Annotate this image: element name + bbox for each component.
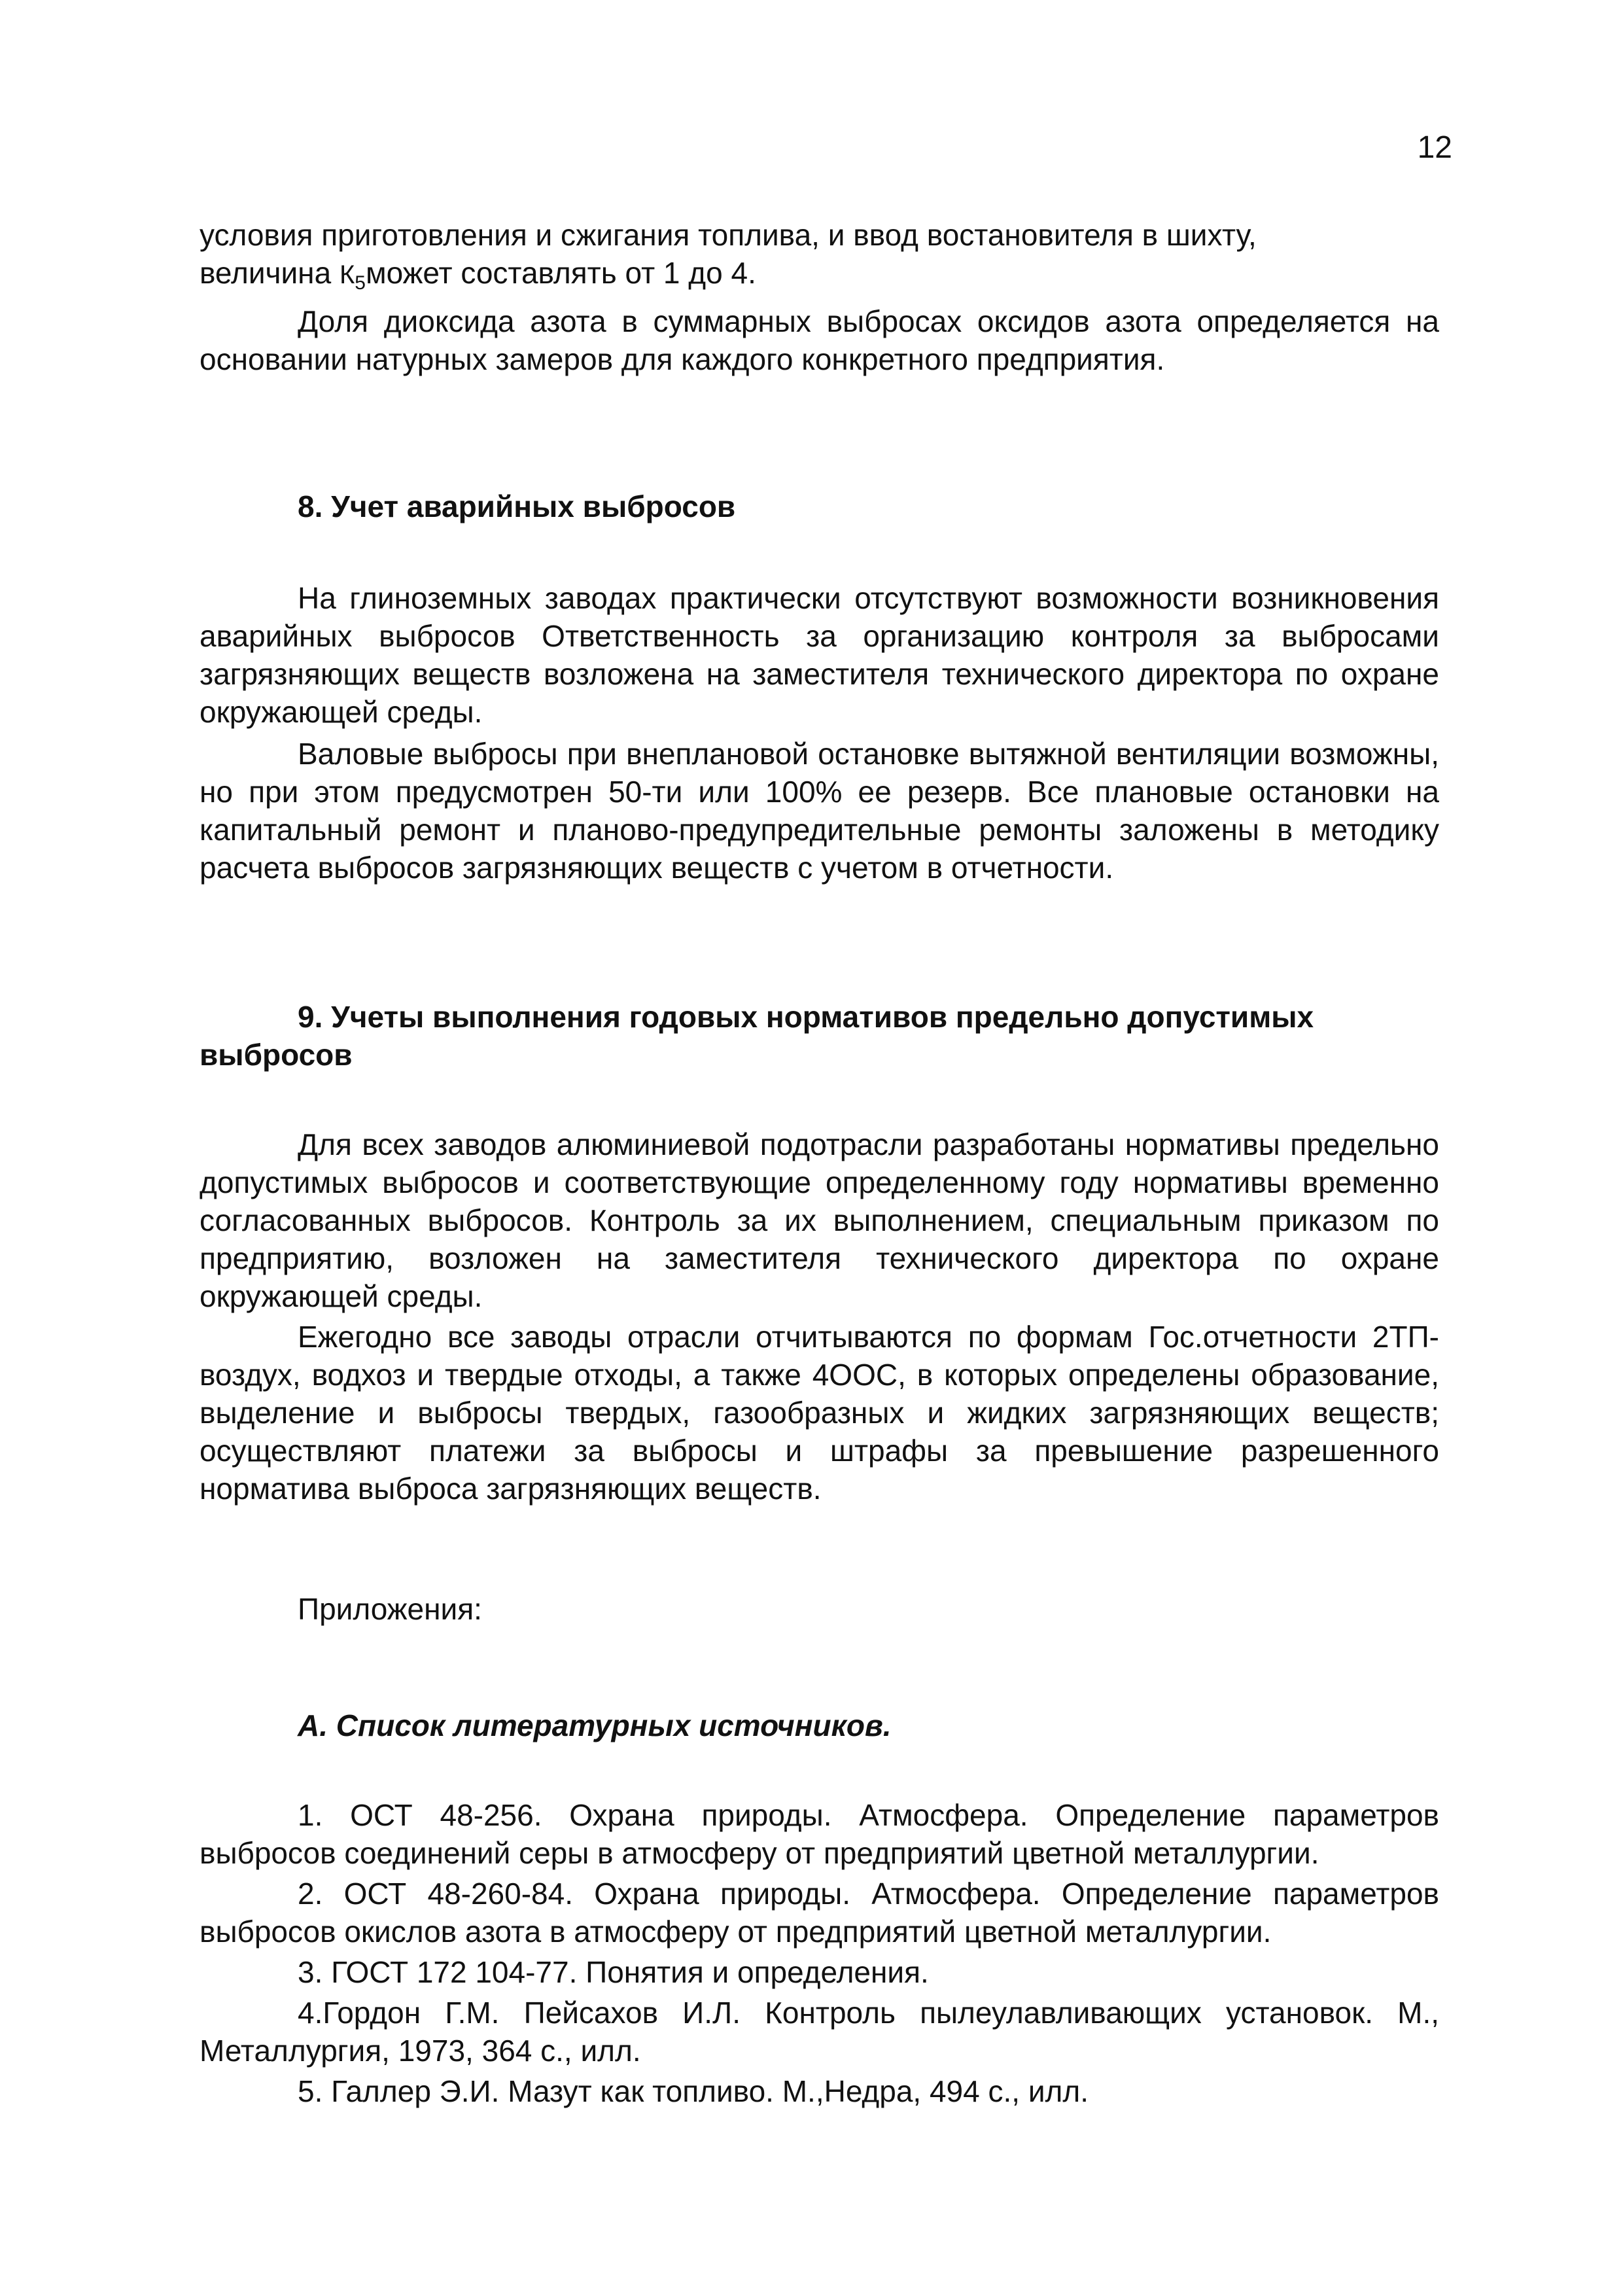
- appendix-subtitle-block: [200, 1706, 1439, 1744]
- section-9-paragraph-2: Ежегодно все заводы отрасли отчитываются по формам Гос.отчетности 2ТП-воздух, водхоз и твердые отходы, а также 4ООС, в которых определены образование, выделение и выбросы твердых, газообразных и жидких загрязняющих веществ; осуществляют платежи за выбросы и штрафы за превышение разрешенного норматива выброса загрязняющих веществ.: [200, 1320, 1439, 1506]
- section-8-body: [200, 579, 1439, 887]
- intro-line-2: [200, 254, 1439, 302]
- references-list: [200, 1796, 1439, 2110]
- section-9: [200, 998, 1439, 1074]
- section-8-paragraph-1: На глиноземных заводах практически отсутствуют возможности возникновения аварийных выбросов Ответственность за организацию контроля за выбросами загрязняющих веществ возложена на заместителя технического директора по охране окружающей среды.: [200, 581, 1439, 729]
- reference-item: 2. ОСТ 48-260-84. Охрана природы. Атмосфера. Определение параметров выбросов окислов азота в атмосферу от предприятий цветной металлургии.: [200, 1877, 1439, 1949]
- k-coefficient: [339, 260, 366, 294]
- reference-item: 5. Галлер Э.И. Мазут как топливо. М.,Недра, 494 с., илл.: [298, 2074, 1089, 2108]
- appendix-subtitle: А. Список литературных источников.: [298, 1708, 892, 1742]
- intro-block: [200, 216, 1439, 378]
- section-9-body: [200, 1125, 1439, 1508]
- reference-item: 1. ОСТ 48-256. Охрана природы. Атмосфера. Определение параметров выбросов соединений серы в атмосферу от предприятий цветной металлургии.: [200, 1798, 1439, 1870]
- intro-line-1: условия приготовления и сжигания топлива, и ввод востановителя в шихту,: [200, 218, 1257, 252]
- page-number: 12: [1417, 130, 1452, 165]
- appendix: [200, 1590, 1439, 1628]
- k-subscript: 5: [355, 272, 366, 294]
- section-8-title: 8. Учет аварийных выбросов: [298, 489, 736, 523]
- intro-line-2-prefix: величина: [200, 256, 340, 290]
- section-9-title: 9. Учеты выполнения годовых нормативов предельно допустимых выбросов: [200, 1000, 1314, 1072]
- intro-line-2-suffix: может составлять от 1 до 4.: [365, 256, 756, 290]
- k-symbol: К: [339, 260, 355, 289]
- appendix-title: Приложения:: [298, 1592, 482, 1626]
- section-8-paragraph-2: Валовые выбросы при внеплановой остановке вытяжной вентиляции возможны, но при этом предусмотрен 50-ти или 100% ее резерв. Все плановые остановки на капитальный ремонт и планово-предупредительные ремонты заложены в методику расчета выбросов загрязняющих веществ с учетом в отчетности.: [200, 737, 1439, 885]
- intro-paragraph-2: Доля диоксида азота в суммарных выбросах оксидов азота определяется на основании натурных замеров для каждого конкретного предприятия.: [200, 304, 1439, 376]
- reference-item: 3. ГОСТ 172 104-77. Понятия и определения.: [298, 1955, 929, 1989]
- section-8: [200, 487, 1439, 525]
- reference-item: 4.Гордон Г.М. Пейсахов И.Л. Контроль пылеулавливающих установок. М., Металлургия, 1973, 364 с., илл.: [200, 1996, 1439, 2068]
- section-9-paragraph-1: Для всех заводов алюминиевой подотрасли разработаны нормативы предельно допустимых выбросов и соответствующие определенному году нормативы временно согласованных выбросов. Контроль за их выполнением, специальным приказом по предприятию, возложен на заместителя технического директора по охране окружающей среды.: [200, 1127, 1439, 1313]
